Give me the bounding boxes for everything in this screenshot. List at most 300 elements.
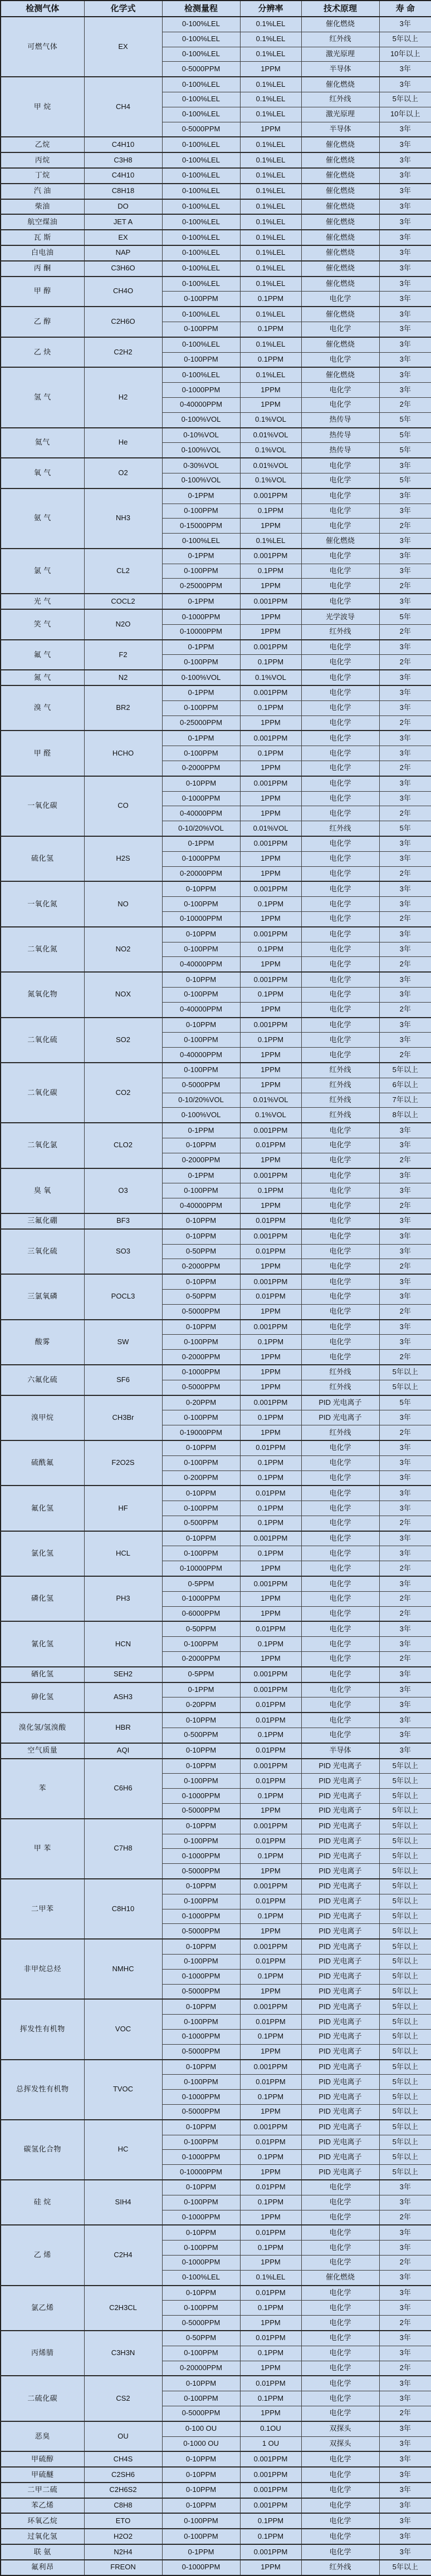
principle-cell: PID 光电离子 [301, 2120, 379, 2135]
table-row [1, 731, 431, 746]
col-header-formula: 化学式 [84, 1, 162, 17]
principle-cell: 电化学 [301, 1561, 379, 1576]
gas-name-cell: 联 氨 [1, 2544, 84, 2560]
resolution-cell: 0.001PPM [240, 1123, 301, 1138]
life-cell: 3年 [379, 2346, 431, 2361]
range-cell: 0-100PPM [162, 1033, 240, 1048]
resolution-cell: 0.1PPM [240, 2391, 301, 2406]
life-cell: 2年 [379, 957, 431, 972]
range-cell: 0-1PPM [162, 549, 240, 564]
gas-name-cell: 乙烷 [1, 137, 84, 152]
table-row [1, 1939, 431, 1954]
resolution-cell: 1PPM [240, 1259, 301, 1274]
life-cell: 3年 [379, 1018, 431, 1033]
range-cell: 0-10PPM [162, 2483, 240, 2498]
table-row [1, 836, 431, 851]
principle-cell: 红外线 [301, 821, 379, 836]
range-cell: 0-100PPM [162, 1335, 240, 1350]
principle-cell: PID 光电离子 [301, 2165, 379, 2180]
gas-name-cell: 光 气 [1, 594, 84, 609]
life-cell: 3年 [379, 881, 431, 896]
resolution-cell: 1PPM [240, 2165, 301, 2180]
life-cell: 3年 [379, 670, 431, 685]
life-cell: 3年 [379, 77, 431, 92]
life-cell: 3年 [379, 307, 431, 322]
range-cell: 0-10PPM [162, 2120, 240, 2135]
formula-cell: SO3 [84, 1229, 162, 1274]
resolution-cell: 0.1PPM [240, 897, 301, 912]
life-cell: 2年 [379, 1591, 431, 1606]
resolution-cell: 0.001PPM [240, 2544, 301, 2560]
resolution-cell: 0.01PPM [240, 1440, 301, 1455]
resolution-cell: 0.001PPM [240, 1576, 301, 1591]
life-cell: 3年 [379, 1667, 431, 1682]
principle-cell: 电化学 [301, 957, 379, 972]
principle-cell: 电化学 [301, 1244, 379, 1259]
principle-cell: 电化学 [301, 1682, 379, 1697]
range-cell: 0-5000PPM [162, 2104, 240, 2119]
gas-name-cell: 柴油 [1, 199, 84, 215]
table-row [1, 152, 431, 168]
range-cell: 0-100%LEL [162, 32, 240, 47]
range-cell: 0-100%LEL [162, 17, 240, 32]
resolution-cell: 0.1PPM [240, 988, 301, 1003]
formula-cell: O2 [84, 458, 162, 488]
life-cell: 3年 [379, 2180, 431, 2195]
range-cell: 0-10/20%VOL [162, 821, 240, 836]
resolution-cell: 1 OU [240, 2436, 301, 2451]
formula-cell: CS2 [84, 2376, 162, 2421]
life-cell: 3年 [379, 1697, 431, 1713]
resolution-cell: 0.1PPM [240, 2090, 301, 2105]
formula-cell: H2S [84, 836, 162, 881]
principle-cell: 激光原理 [301, 47, 379, 62]
resolution-cell: 0.1PPM [240, 1969, 301, 1984]
resolution-cell: 0.001PPM [240, 640, 301, 655]
life-cell: 3年 [379, 230, 431, 245]
life-cell: 5年以上 [379, 1759, 431, 1774]
formula-cell: TVOC [84, 2060, 162, 2120]
range-cell: 0-25000PPM [162, 715, 240, 731]
table-row [1, 776, 431, 791]
life-cell: 3年 [379, 2436, 431, 2451]
resolution-cell: 0.01PPM [240, 1138, 301, 1153]
table-row [1, 2544, 431, 2560]
life-cell: 5年以上 [379, 1894, 431, 1909]
principle-cell: 催化燃烧 [301, 168, 379, 184]
life-cell: 5年以上 [379, 1804, 431, 1819]
life-cell: 3年 [379, 2483, 431, 2498]
formula-cell: POCL3 [84, 1274, 162, 1319]
gas-name-cell: 三氟化硼 [1, 1213, 84, 1229]
formula-cell: ETO [84, 2513, 162, 2529]
range-cell: 0-1000PPM [162, 2210, 240, 2225]
range-cell: 0-1000PPM [162, 1365, 240, 1380]
resolution-cell: 1PPM [240, 397, 301, 412]
principle-cell: 催化燃烧 [301, 534, 379, 549]
range-cell: 0-100PPM [162, 1183, 240, 1198]
formula-cell: C6H6 [84, 1759, 162, 1819]
gas-name-cell: 二氧化碳 [1, 1063, 84, 1123]
life-cell: 2年 [379, 1652, 431, 1667]
principle-cell: 电化学 [301, 564, 379, 579]
life-cell: 3年 [379, 836, 431, 851]
resolution-cell: 0.1%LEL [240, 92, 301, 107]
range-cell: 0-1000PPM [162, 2255, 240, 2270]
formula-cell: EX [84, 230, 162, 245]
resolution-cell: 0.1PPM [240, 942, 301, 957]
resolution-cell: 0.001PPM [240, 881, 301, 896]
range-cell: 0-10PPM [162, 2180, 240, 2195]
life-cell: 5年 [379, 412, 431, 427]
resolution-cell: 0.1PPM [240, 322, 301, 337]
principle-cell: PID 光电离子 [301, 1789, 379, 1804]
resolution-cell: 0.001PPM [240, 685, 301, 700]
life-cell: 3年 [379, 337, 431, 352]
principle-cell: 电化学 [301, 1637, 379, 1652]
resolution-cell: 0.01PPM [240, 1697, 301, 1713]
formula-cell: C8H18 [84, 184, 162, 199]
life-cell: 3年 [379, 62, 431, 77]
range-cell: 0-100%LEL [162, 47, 240, 62]
principle-cell: 催化燃烧 [301, 277, 379, 292]
principle-cell: 电化学 [301, 1123, 379, 1138]
range-cell: 0-100%VOL [162, 473, 240, 488]
life-cell: 5年以上 [379, 1063, 431, 1078]
principle-cell: 电化学 [301, 2286, 379, 2301]
table-row [1, 1395, 431, 1410]
formula-cell: C7H8 [84, 1819, 162, 1879]
principle-cell: 电化学 [301, 1002, 379, 1017]
col-header-gas: 检测气体 [1, 1, 84, 17]
life-cell: 3年 [379, 776, 431, 791]
principle-cell: 电化学 [301, 292, 379, 307]
formula-cell: NO [84, 881, 162, 926]
life-cell: 5年以上 [379, 1955, 431, 1970]
range-cell: 0-10/20%VOL [162, 1093, 240, 1108]
life-cell: 3年 [379, 2529, 431, 2544]
life-cell: 2年 [379, 1153, 431, 1168]
resolution-cell: 0.1%LEL [240, 367, 301, 382]
range-cell: 0-100PPM [162, 1410, 240, 1425]
resolution-cell: 0.1%LEL [240, 261, 301, 277]
principle-cell: PID 光电离子 [301, 1864, 379, 1879]
life-cell: 3年 [379, 1183, 431, 1198]
resolution-cell: 1PPM [240, 1002, 301, 1017]
resolution-cell: 0.001PPM [240, 1395, 301, 1410]
table-row [1, 1123, 431, 1138]
table-row [1, 458, 431, 473]
resolution-cell: 0.001PPM [240, 1759, 301, 1774]
life-cell: 6年以上 [379, 1078, 431, 1093]
table-row [1, 307, 431, 322]
resolution-cell: 0.001PPM [240, 488, 301, 504]
range-cell: 0-100%LEL [162, 534, 240, 549]
resolution-cell: 0.1PPM [240, 1516, 301, 1531]
principle-cell: 电化学 [301, 912, 379, 927]
principle-cell: 催化燃烧 [301, 214, 379, 230]
range-cell: 0-10PPM [162, 1486, 240, 1501]
life-cell: 3年 [379, 640, 431, 655]
range-cell: 0-1000 OU [162, 2436, 240, 2451]
formula-cell: C8H10 [84, 1879, 162, 1939]
table-row [1, 1819, 431, 1834]
gas-name-cell: 磷化氢 [1, 1576, 84, 1621]
gas-name-cell: 六氟化硫 [1, 1365, 84, 1395]
principle-cell: 热传导 [301, 428, 379, 443]
range-cell: 0-100PPM [162, 1894, 240, 1909]
range-cell: 0-1000PPM [162, 2090, 240, 2105]
range-cell: 0-10PPM [162, 2376, 240, 2391]
range-cell: 0-100PPM [162, 2015, 240, 2030]
gas-name-cell: 丙烷 [1, 152, 84, 168]
resolution-cell: 0.1PPM [240, 2513, 301, 2529]
range-cell: 0-10PPM [162, 972, 240, 987]
table-row [1, 1682, 431, 1697]
formula-cell: C2H4 [84, 2225, 162, 2285]
resolution-cell: 1PPM [240, 851, 301, 866]
principle-cell: 催化燃烧 [301, 137, 379, 152]
range-cell: 0-1000PPM [162, 791, 240, 806]
resolution-cell: 0.001PPM [240, 2467, 301, 2483]
gas-name-cell: 丁烷 [1, 168, 84, 184]
life-cell: 3年 [379, 1033, 431, 1048]
life-cell: 10年以上 [379, 47, 431, 62]
table-row [1, 670, 431, 685]
life-cell: 3年 [379, 1320, 431, 1335]
range-cell: 0-40000PPM [162, 957, 240, 972]
resolution-cell: 0.1PPM [240, 1728, 301, 1743]
gas-name-cell: 汽 油 [1, 184, 84, 199]
range-cell: 0-100PPM [162, 2135, 240, 2150]
life-cell: 3年 [379, 1455, 431, 1470]
principle-cell: 电化学 [301, 1576, 379, 1591]
life-cell: 5年以上 [379, 92, 431, 107]
gas-name-cell: 氟化氢 [1, 1486, 84, 1531]
table-row [1, 261, 431, 277]
resolution-cell: 1PPM [240, 715, 301, 731]
range-cell: 0-10PPM [162, 2225, 240, 2240]
life-cell: 5年以上 [379, 1789, 431, 1804]
resolution-cell: 0.001PPM [240, 594, 301, 609]
principle-cell: 电化学 [301, 2467, 379, 2483]
life-cell: 3年 [379, 2451, 431, 2467]
principle-cell: 电化学 [301, 1168, 379, 1183]
life-cell: 3年 [379, 2421, 431, 2436]
life-cell: 3年 [379, 1743, 431, 1759]
gas-name-cell: 硒化氢 [1, 1667, 84, 1682]
principle-cell: 电化学 [301, 2529, 379, 2544]
life-cell: 5年以上 [379, 2044, 431, 2059]
life-cell: 5年以上 [379, 2060, 431, 2075]
formula-cell: CO [84, 776, 162, 836]
resolution-cell: 1PPM [240, 1198, 301, 1213]
life-cell: 8年以上 [379, 1108, 431, 1123]
formula-cell: CH4O [84, 277, 162, 307]
life-cell: 3年 [379, 1546, 431, 1561]
range-cell: 0-5000PPM [162, 2316, 240, 2331]
formula-cell: C2H3CL [84, 2286, 162, 2331]
life-cell: 5年以上 [379, 2165, 431, 2180]
principle-cell: 电化学 [301, 2331, 379, 2346]
range-cell: 0-100PPM [162, 655, 240, 670]
life-cell: 3年 [379, 2544, 431, 2560]
life-cell: 2年 [379, 519, 431, 534]
range-cell: 0-100PPM [162, 1955, 240, 1970]
formula-cell: C2H6S2 [84, 2483, 162, 2498]
table-row [1, 609, 431, 624]
resolution-cell: 0.1%LEL [240, 107, 301, 122]
principle-cell: 电化学 [301, 2451, 379, 2467]
range-cell: 0-100PPM [162, 988, 240, 1003]
principle-cell: 电化学 [301, 655, 379, 670]
formula-cell: SO2 [84, 1018, 162, 1063]
gas-name-cell: 非甲烷总烃 [1, 1939, 84, 1999]
principle-cell: PID 光电离子 [301, 2060, 379, 2075]
range-cell: 0-30%VOL [162, 458, 240, 473]
table-row [1, 1621, 431, 1636]
gas-name-cell: 氢 气 [1, 367, 84, 427]
resolution-cell: 0.01PPM [240, 2286, 301, 2301]
formula-cell: CH4 [84, 77, 162, 137]
formula-cell: BR2 [84, 685, 162, 731]
life-cell: 5年以上 [379, 1969, 431, 1984]
life-cell: 3年 [379, 564, 431, 579]
formula-cell: COCL2 [84, 594, 162, 609]
resolution-cell: 0.001PPM [240, 2451, 301, 2467]
resolution-cell: 0.001PPM [240, 1018, 301, 1033]
table-row [1, 2451, 431, 2467]
resolution-cell: 1PPM [240, 1652, 301, 1667]
table-row [1, 1365, 431, 1380]
principle-cell: 电化学 [301, 1713, 379, 1728]
principle-cell: 电化学 [301, 1516, 379, 1531]
resolution-cell: 1PPM [240, 2104, 301, 2119]
life-cell: 3年 [379, 2301, 431, 2316]
principle-cell: 红外线 [301, 92, 379, 107]
gas-name-cell: 二氧化氯 [1, 1123, 84, 1168]
resolution-cell: 1PPM [240, 1561, 301, 1576]
table-row [1, 2120, 431, 2135]
life-cell: 5年以上 [379, 1924, 431, 1939]
formula-cell: ASH3 [84, 1682, 162, 1713]
resolution-cell: 1PPM [240, 1153, 301, 1168]
principle-cell: 电化学 [301, 2241, 379, 2256]
life-cell: 5年 [379, 1395, 431, 1410]
range-cell: 0-40000PPM [162, 1198, 240, 1213]
life-cell: 2年 [379, 1048, 431, 1063]
formula-cell: HCHO [84, 731, 162, 776]
formula-cell: NOX [84, 972, 162, 1017]
principle-cell: 电化学 [301, 1198, 379, 1213]
resolution-cell: 0.001PPM [240, 927, 301, 942]
range-cell: 0-100PPM [162, 1063, 240, 1078]
gas-name-cell: 空气质量 [1, 1743, 84, 1759]
gas-name-cell: 三氧化硫 [1, 1229, 84, 1274]
principle-cell: 催化燃烧 [301, 77, 379, 92]
formula-cell: H2O2 [84, 2529, 162, 2544]
table-row [1, 1576, 431, 1591]
range-cell: 0-10PPM [162, 1274, 240, 1289]
principle-cell: 电化学 [301, 746, 379, 761]
principle-cell: 电化学 [301, 2483, 379, 2498]
life-cell: 2年 [379, 2316, 431, 2331]
principle-cell: 催化燃烧 [301, 230, 379, 245]
range-cell: 0-40000PPM [162, 1002, 240, 1017]
life-cell: 5年以上 [379, 1774, 431, 1789]
table-row [1, 1440, 431, 1455]
formula-cell: SW [84, 1320, 162, 1365]
principle-cell: 光学波导 [301, 609, 379, 624]
principle-cell: 电化学 [301, 1591, 379, 1606]
formula-cell: FREON [84, 2560, 162, 2575]
resolution-cell: 0.1%LEL [240, 17, 301, 32]
principle-cell: 电化学 [301, 1320, 379, 1335]
life-cell: 3年 [379, 1713, 431, 1728]
life-cell: 3年 [379, 1410, 431, 1425]
gas-name-cell: 氟 气 [1, 640, 84, 670]
principle-cell: 红外线 [301, 1078, 379, 1093]
resolution-cell: 1PPM [240, 579, 301, 594]
range-cell: 0-5000PPM [162, 1078, 240, 1093]
principle-cell: 电化学 [301, 2225, 379, 2240]
table-row [1, 77, 431, 92]
gas-name-cell: 白电油 [1, 245, 84, 261]
principle-cell: PID 光电离子 [301, 1410, 379, 1425]
table-row [1, 549, 431, 564]
life-cell: 3年 [379, 184, 431, 199]
range-cell: 0-1PPM [162, 836, 240, 851]
resolution-cell: 0.001PPM [240, 1168, 301, 1183]
principle-cell: 半导体 [301, 1743, 379, 1759]
life-cell: 3年 [379, 2498, 431, 2514]
gas-name-cell: 苯 [1, 1759, 84, 1819]
range-cell: 0-1000PPM [162, 2560, 240, 2575]
formula-cell: NH3 [84, 488, 162, 549]
life-cell: 3年 [379, 261, 431, 277]
life-cell: 3年 [379, 731, 431, 746]
range-cell: 0-500PPM [162, 1728, 240, 1743]
principle-cell: 电化学 [301, 1440, 379, 1455]
formula-cell: He [84, 428, 162, 458]
range-cell: 0-10PPM [162, 1879, 240, 1894]
table-row [1, 2467, 431, 2483]
resolution-cell: 1PPM [240, 957, 301, 972]
life-cell: 5年以上 [379, 1984, 431, 1999]
principle-cell: 电化学 [301, 2498, 379, 2514]
range-cell: 0-100%LEL [162, 337, 240, 352]
life-cell: 5年以上 [379, 2150, 431, 2165]
range-cell: 0-100PPM [162, 2529, 240, 2544]
life-cell: 3年 [379, 2195, 431, 2210]
resolution-cell: 0.001PPM [240, 1274, 301, 1289]
resolution-cell: 0.001PPM [240, 1879, 301, 1894]
principle-cell: PID 光电离子 [301, 1909, 379, 1924]
principle-cell: 电化学 [301, 594, 379, 609]
range-cell: 0-10PPM [162, 2060, 240, 2075]
resolution-cell: 1PPM [240, 2255, 301, 2270]
principle-cell: 电化学 [301, 2316, 379, 2331]
resolution-cell: 0.1PPM [240, 564, 301, 579]
gas-name-cell: 恶臭 [1, 2421, 84, 2452]
resolution-cell: 0.1OU [240, 2421, 301, 2436]
gas-name-cell: 甲 苯 [1, 1819, 84, 1879]
principle-cell: 电化学 [301, 1259, 379, 1274]
life-cell: 3年 [379, 700, 431, 715]
table-row [1, 1486, 431, 1501]
principle-cell: 电化学 [301, 1048, 379, 1063]
resolution-cell: 0.01PPM [240, 2376, 301, 2391]
